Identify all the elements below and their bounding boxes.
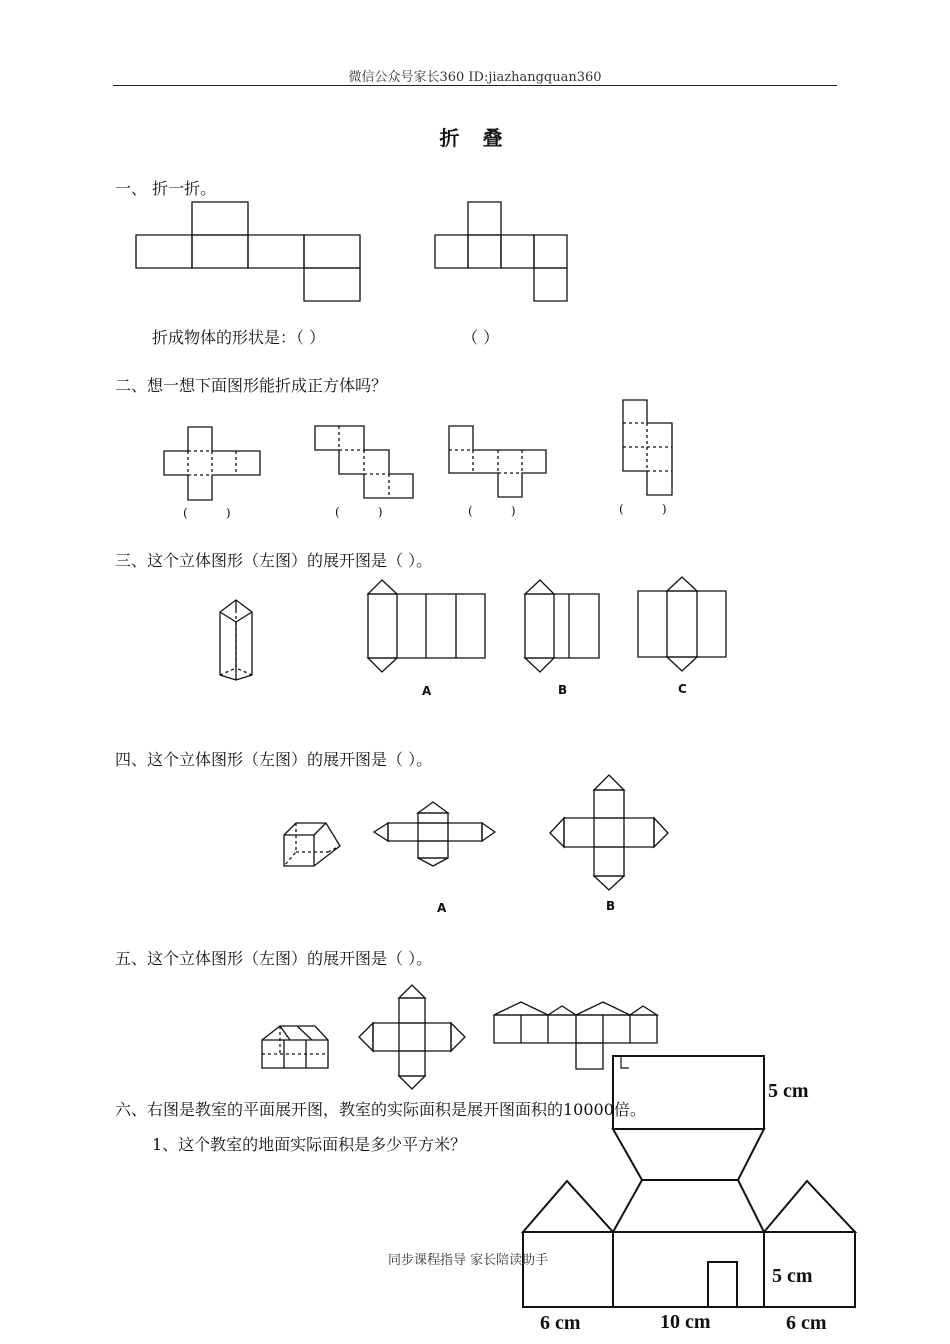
q6-left-gable (523, 1181, 613, 1232)
q6-right-gable (764, 1181, 855, 1232)
q4-prompt: 四、这个立体图形（左图）的展开图是（ ）。 (115, 750, 433, 769)
q6-front-wall (613, 1232, 764, 1307)
q6-dim-top: 5 cm (768, 1080, 809, 1102)
q3-label-b: B (558, 683, 568, 697)
q6-floor-trapezoid (613, 1180, 764, 1232)
q2-paren-a: ( ) (183, 506, 231, 520)
q6-sub-question-1: 1、这个教室的地面实际面积是多少平方米？ (152, 1135, 467, 1154)
q1-prompt: 一、 折一折。 (115, 179, 217, 198)
q6-door (708, 1262, 737, 1307)
q4-label-a: A (437, 901, 447, 915)
q6-dim-bottom-left: 6 cm (540, 1312, 581, 1334)
q4-label-b: B (606, 899, 616, 913)
q6-trapezoid-face (613, 1129, 764, 1180)
q2-prompt: 二、想一想下面图形能折成正方体吗？ (115, 376, 388, 395)
page-header: 微信公众号家长360 ID:jiazhangquan360 (348, 70, 602, 85)
q1-answer-line: 折成物体的形状是：（ ） (152, 328, 326, 347)
q3-label-a: A (422, 684, 432, 698)
q6-dim-right: 5 cm (772, 1265, 813, 1287)
q6-dim-bottom-right: 6 cm (786, 1312, 827, 1334)
q6-prompt: 六、右图是教室的平面展开图，教室的实际面积是展开图面积的10000倍。 (115, 1100, 646, 1119)
q6-left-wall (523, 1232, 613, 1307)
q1-answer-paren-2: （ ） (462, 328, 500, 347)
q2-paren-b: ( ) (335, 505, 383, 519)
q3-prompt: 三、这个立体图形（左图）的展开图是（ ）。 (115, 551, 433, 570)
page-footer: 同步课程指导 家长陪读助手 (388, 1253, 549, 1268)
page-title: 折 叠 (439, 126, 511, 150)
q3-label-c: C (678, 682, 687, 696)
q6-dim-bottom-mid: 10 cm (660, 1311, 711, 1333)
q2-paren-c: ( ) (468, 504, 516, 518)
q5-prompt: 五、这个立体图形（左图）的展开图是（ ）。 (115, 949, 433, 968)
q2-paren-d: ( ) (619, 502, 667, 516)
